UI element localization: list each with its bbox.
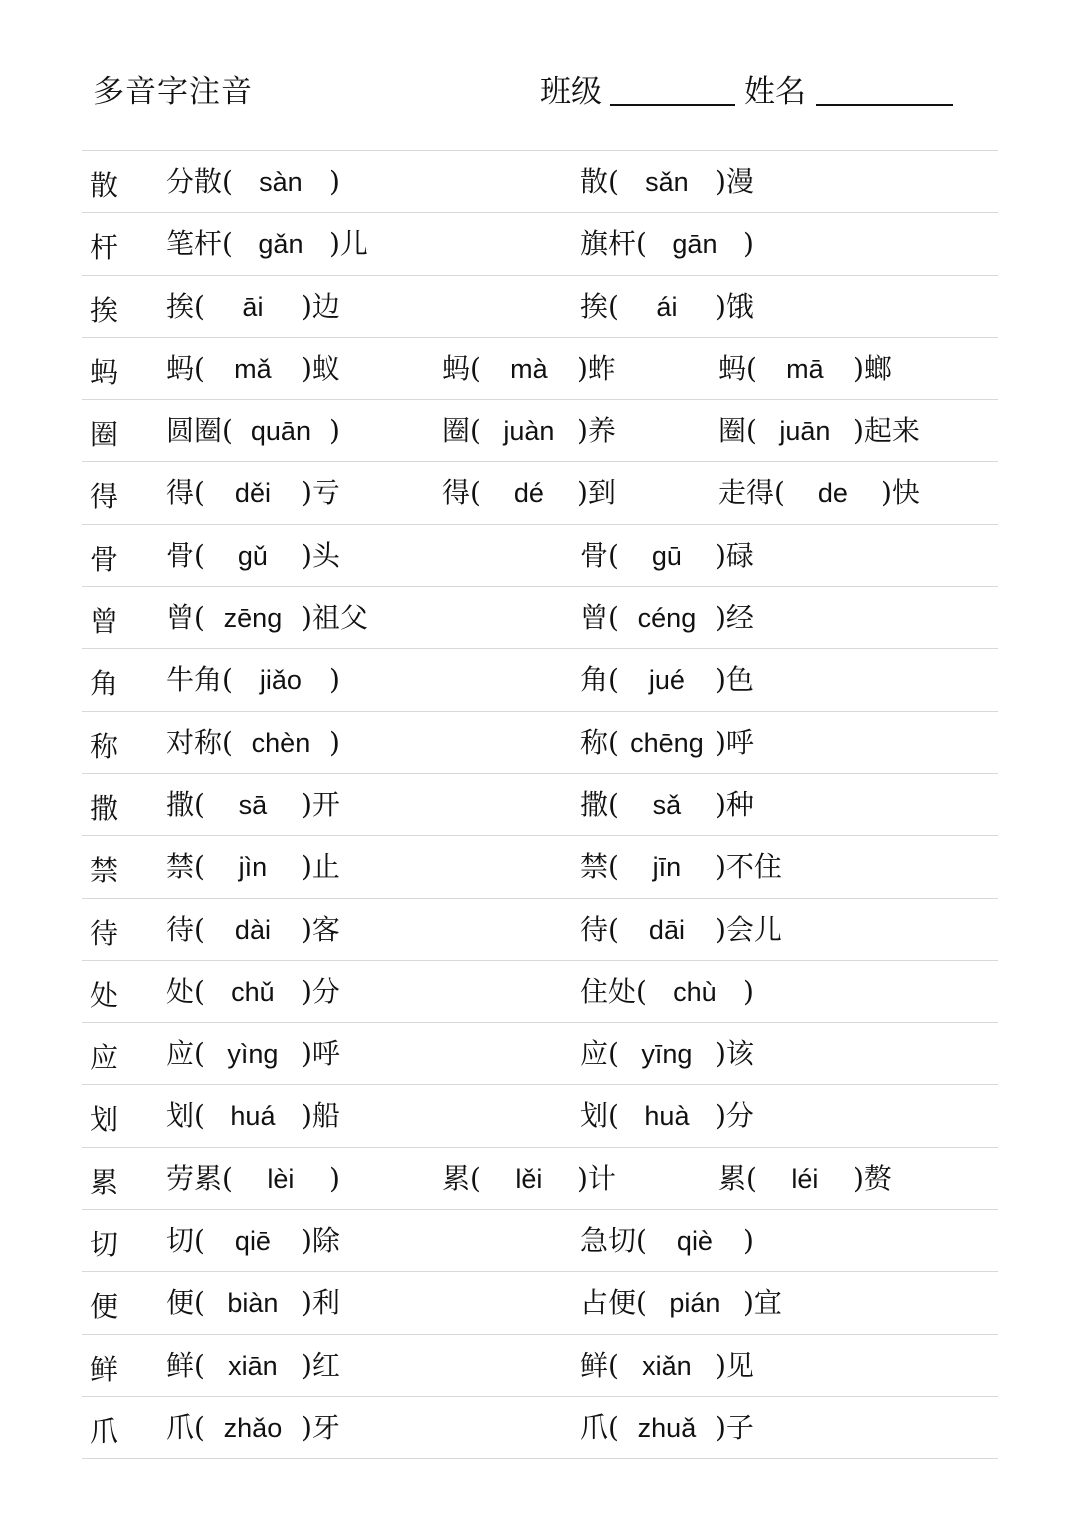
table-row bbox=[82, 1334, 998, 1396]
word-prefix: 禁( bbox=[580, 850, 619, 884]
word-entry bbox=[166, 974, 340, 1010]
pinyin-answer: mà bbox=[510, 353, 548, 384]
head-character: 切 bbox=[90, 1228, 119, 1262]
word-prefix: 圆圈( bbox=[166, 414, 233, 448]
word-entry bbox=[166, 1036, 340, 1072]
word-entry bbox=[580, 600, 754, 636]
word-entry bbox=[166, 351, 340, 387]
table-row bbox=[82, 275, 998, 337]
word-entry bbox=[580, 1098, 754, 1134]
pinyin-answer: qiē bbox=[234, 1226, 271, 1257]
table-row bbox=[82, 1147, 998, 1209]
class-label: 班级 bbox=[540, 74, 602, 110]
word-suffix: )利 bbox=[300, 1286, 340, 1320]
pinyin-answer: mā bbox=[786, 353, 824, 384]
word-entry bbox=[166, 413, 340, 449]
pinyin-answer: qiè bbox=[676, 1226, 713, 1257]
word-prefix: 挨( bbox=[166, 289, 205, 323]
table-row bbox=[82, 337, 998, 399]
word-entry bbox=[166, 725, 340, 761]
word-suffix: )头 bbox=[300, 538, 340, 572]
table-row bbox=[82, 960, 998, 1022]
word-prefix: 挨( bbox=[580, 289, 619, 323]
pinyin-answer: gǔ bbox=[237, 540, 268, 571]
word-suffix: )色 bbox=[714, 663, 754, 697]
word-prefix: 鲜( bbox=[166, 1348, 205, 1382]
head-character: 圈 bbox=[90, 418, 119, 452]
pinyin-answer: jīn bbox=[652, 852, 682, 883]
pinyin-answer: de bbox=[817, 478, 848, 509]
table-row bbox=[82, 1022, 998, 1084]
word-entry bbox=[718, 413, 920, 449]
word-prefix: 切( bbox=[166, 1224, 205, 1258]
word-prefix: 分散( bbox=[166, 165, 233, 198]
pinyin-answer: dé bbox=[513, 478, 544, 509]
pinyin-answer: juān bbox=[779, 416, 831, 447]
word-suffix: ) bbox=[328, 663, 340, 697]
pinyin-answer: sǎn bbox=[645, 167, 689, 197]
word-entry bbox=[166, 1161, 340, 1197]
table-row bbox=[82, 648, 998, 710]
word-prefix: 旗杆( bbox=[580, 227, 647, 261]
word-entry bbox=[580, 1036, 754, 1072]
pinyin-answer: gǎn bbox=[258, 229, 304, 260]
word-entry bbox=[580, 849, 782, 885]
word-suffix: )饿 bbox=[714, 289, 754, 323]
head-character: 划 bbox=[90, 1103, 119, 1137]
table-row bbox=[82, 150, 998, 212]
head-character: 角 bbox=[90, 667, 119, 701]
pinyin-answer: xiǎn bbox=[642, 1350, 692, 1381]
word-suffix: )种 bbox=[714, 787, 754, 821]
word-suffix: )红 bbox=[300, 1348, 340, 1382]
pinyin-answer: gān bbox=[672, 229, 718, 260]
pinyin-answer: yìng bbox=[227, 1039, 279, 1070]
pinyin-answer: biàn bbox=[227, 1288, 279, 1319]
word-prefix: 角( bbox=[580, 663, 619, 697]
pinyin-answer: sǎ bbox=[652, 789, 682, 820]
word-suffix: )蚁 bbox=[300, 351, 340, 385]
word-entry bbox=[166, 1098, 340, 1134]
pinyin-answer: quān bbox=[250, 416, 311, 447]
pinyin-answer: huà bbox=[644, 1101, 690, 1132]
word-suffix: )分 bbox=[300, 974, 340, 1008]
word-prefix: 爪( bbox=[580, 1410, 619, 1444]
word-entry bbox=[580, 289, 754, 325]
pinyin-answer: děi bbox=[234, 478, 271, 509]
table-row bbox=[82, 835, 998, 897]
table-row bbox=[82, 1209, 998, 1271]
polyphone-table bbox=[82, 150, 998, 1459]
pinyin-answer: gū bbox=[651, 540, 682, 571]
pinyin-answer: juàn bbox=[503, 416, 555, 447]
word-suffix: )船 bbox=[300, 1099, 340, 1133]
word-entry bbox=[166, 912, 340, 948]
word-suffix: )祖父 bbox=[300, 601, 368, 635]
pinyin-answer: jiǎo bbox=[259, 665, 302, 696]
word-suffix: ) bbox=[328, 414, 340, 448]
word-suffix: ) bbox=[742, 1224, 754, 1258]
word-entry bbox=[166, 289, 340, 325]
worksheet-title: 多音字注音 bbox=[93, 74, 253, 110]
head-character: 待 bbox=[90, 916, 119, 950]
word-entry bbox=[166, 1223, 340, 1259]
word-prefix: 对称( bbox=[166, 725, 233, 759]
word-suffix: )除 bbox=[300, 1224, 340, 1258]
word-suffix: )会儿 bbox=[714, 912, 782, 946]
table-row bbox=[82, 524, 998, 586]
word-suffix: )起来 bbox=[852, 414, 920, 448]
pinyin-answer: jìn bbox=[238, 852, 268, 883]
word-prefix: 骨( bbox=[580, 538, 619, 572]
table-row bbox=[82, 1084, 998, 1146]
word-entry bbox=[718, 475, 920, 511]
pinyin-answer: yīng bbox=[641, 1039, 693, 1070]
word-prefix: 应( bbox=[166, 1037, 205, 1071]
word-entry bbox=[580, 662, 754, 698]
table-row bbox=[82, 586, 998, 648]
word-suffix: )牙 bbox=[300, 1410, 340, 1444]
word-suffix: )边 bbox=[300, 289, 340, 323]
word-prefix: 禁( bbox=[166, 850, 205, 884]
head-character: 蚂 bbox=[90, 355, 119, 389]
word-prefix: 应( bbox=[580, 1037, 619, 1071]
word-entry bbox=[166, 600, 368, 636]
word-entry bbox=[580, 164, 754, 200]
head-character: 挨 bbox=[90, 293, 119, 327]
word-suffix: )快 bbox=[880, 476, 920, 510]
word-suffix: )蚱 bbox=[576, 351, 616, 385]
table-row bbox=[82, 1271, 998, 1333]
word-entry bbox=[718, 1161, 892, 1197]
word-suffix: )呼 bbox=[714, 725, 754, 759]
word-entry bbox=[166, 1285, 340, 1321]
word-prefix: 急切( bbox=[580, 1224, 647, 1258]
head-character: 得 bbox=[90, 480, 119, 514]
word-entry bbox=[166, 849, 340, 885]
word-prefix: 劳累( bbox=[166, 1161, 233, 1195]
word-prefix: 撒( bbox=[166, 787, 205, 821]
word-prefix: 划( bbox=[166, 1099, 205, 1133]
word-prefix: 待( bbox=[166, 912, 205, 946]
word-entry bbox=[166, 787, 340, 823]
word-entry bbox=[580, 1223, 754, 1259]
word-prefix: 走得( bbox=[718, 476, 785, 510]
word-entry bbox=[580, 974, 754, 1010]
word-prefix: 散( bbox=[580, 165, 619, 198]
table-row bbox=[82, 1396, 998, 1459]
pinyin-answer: zēng bbox=[223, 603, 283, 634]
word-suffix: ) bbox=[742, 974, 754, 1008]
pinyin-answer: ái bbox=[656, 291, 678, 322]
table-row bbox=[82, 711, 998, 773]
word-entry bbox=[166, 1348, 340, 1384]
pinyin-answer: zhuǎ bbox=[637, 1412, 697, 1443]
pinyin-answer: sàn bbox=[259, 167, 303, 197]
word-entry bbox=[718, 351, 892, 387]
word-entry bbox=[166, 226, 368, 262]
word-entry bbox=[580, 1410, 754, 1446]
pinyin-answer: dāi bbox=[648, 914, 685, 945]
class-blank-line bbox=[610, 104, 735, 106]
word-suffix: )见 bbox=[714, 1348, 754, 1382]
name-blank-line bbox=[816, 104, 953, 106]
name-label: 姓名 bbox=[744, 74, 806, 110]
word-prefix: 笔杆( bbox=[166, 227, 233, 261]
pinyin-answer: dài bbox=[234, 914, 271, 945]
word-entry bbox=[166, 538, 340, 574]
word-prefix: 鲜( bbox=[580, 1348, 619, 1382]
word-suffix: )该 bbox=[714, 1037, 754, 1071]
word-prefix: 蚂( bbox=[718, 351, 757, 385]
head-character: 鲜 bbox=[90, 1352, 119, 1386]
word-entry bbox=[442, 413, 616, 449]
pinyin-answer: chèn bbox=[251, 727, 311, 758]
pinyin-answer: lěi bbox=[515, 1163, 543, 1194]
word-entry bbox=[580, 1285, 782, 1321]
word-suffix: )客 bbox=[300, 912, 340, 946]
word-prefix: 蚂( bbox=[166, 351, 205, 385]
head-character: 撒 bbox=[90, 791, 119, 825]
word-prefix: 曾( bbox=[166, 601, 205, 635]
pinyin-answer: pián bbox=[669, 1288, 721, 1319]
word-suffix: ) bbox=[742, 227, 754, 261]
word-prefix: 爪( bbox=[166, 1410, 205, 1444]
word-suffix: )漫 bbox=[714, 165, 754, 198]
word-suffix: )计 bbox=[576, 1161, 616, 1195]
word-prefix: 划( bbox=[580, 1099, 619, 1133]
pinyin-answer: céng bbox=[637, 603, 697, 634]
pinyin-answer: āi bbox=[242, 291, 264, 322]
pinyin-answer: lèi bbox=[267, 1163, 295, 1194]
pinyin-answer: léi bbox=[791, 1163, 819, 1194]
word-prefix: 得( bbox=[442, 476, 481, 510]
pinyin-answer: chēng bbox=[630, 727, 704, 758]
word-suffix: )螂 bbox=[852, 351, 892, 385]
word-suffix: )养 bbox=[576, 414, 616, 448]
head-character: 散 bbox=[90, 169, 119, 202]
word-suffix: )开 bbox=[300, 787, 340, 821]
word-entry bbox=[442, 475, 616, 511]
table-row bbox=[82, 898, 998, 960]
word-prefix: 骨( bbox=[166, 538, 205, 572]
word-prefix: 称( bbox=[580, 725, 619, 759]
pinyin-answer: sā bbox=[238, 789, 268, 820]
table-row bbox=[82, 461, 998, 523]
pinyin-answer: chǔ bbox=[231, 976, 275, 1007]
word-suffix: ) bbox=[328, 165, 340, 198]
word-prefix: 曾( bbox=[580, 601, 619, 635]
word-suffix: )止 bbox=[300, 850, 340, 884]
word-suffix: )到 bbox=[576, 476, 616, 510]
word-suffix: )宜 bbox=[742, 1286, 782, 1320]
head-character: 应 bbox=[90, 1041, 119, 1075]
table-row bbox=[82, 212, 998, 274]
word-suffix: )经 bbox=[714, 601, 754, 635]
word-prefix: 待( bbox=[580, 912, 619, 946]
word-entry bbox=[442, 1161, 616, 1197]
word-prefix: 圈( bbox=[442, 414, 481, 448]
word-prefix: 累( bbox=[442, 1161, 481, 1195]
pinyin-answer: chù bbox=[673, 976, 717, 1007]
word-entry bbox=[580, 725, 754, 761]
head-character: 爪 bbox=[90, 1414, 119, 1448]
word-entry bbox=[166, 662, 340, 698]
pinyin-answer: xiān bbox=[228, 1350, 278, 1381]
word-prefix: 占便( bbox=[580, 1286, 647, 1320]
word-prefix: 得( bbox=[166, 476, 205, 510]
word-entry bbox=[580, 787, 754, 823]
word-suffix: ) bbox=[328, 1161, 340, 1195]
word-prefix: 牛角( bbox=[166, 663, 233, 697]
word-entry bbox=[166, 1410, 340, 1446]
table-row bbox=[82, 773, 998, 835]
word-suffix: )赘 bbox=[852, 1161, 892, 1195]
word-entry bbox=[442, 351, 616, 387]
head-character: 曾 bbox=[90, 605, 119, 639]
word-prefix: 处( bbox=[166, 974, 205, 1008]
word-suffix: )不住 bbox=[714, 850, 782, 884]
word-prefix: 撒( bbox=[580, 787, 619, 821]
word-suffix: )呼 bbox=[300, 1037, 340, 1071]
word-suffix: ) bbox=[328, 725, 340, 759]
head-character: 称 bbox=[90, 729, 119, 763]
word-suffix: )碌 bbox=[714, 538, 754, 572]
word-suffix: )亏 bbox=[300, 476, 340, 510]
word-prefix: 蚂( bbox=[442, 351, 481, 385]
word-suffix: )子 bbox=[714, 1410, 754, 1444]
head-character: 便 bbox=[90, 1290, 119, 1324]
word-suffix: )分 bbox=[714, 1099, 754, 1133]
head-character: 杆 bbox=[90, 231, 119, 265]
head-character: 累 bbox=[90, 1165, 119, 1199]
pinyin-answer: mǎ bbox=[234, 353, 272, 384]
word-entry bbox=[580, 226, 754, 262]
pinyin-answer: jué bbox=[648, 665, 685, 696]
table-row bbox=[82, 399, 998, 461]
word-prefix: 住处( bbox=[580, 974, 647, 1008]
head-character: 禁 bbox=[90, 854, 119, 888]
word-suffix: )儿 bbox=[328, 227, 368, 261]
word-entry bbox=[580, 912, 782, 948]
word-entry bbox=[580, 538, 754, 574]
word-prefix: 便( bbox=[166, 1286, 205, 1320]
word-entry bbox=[166, 164, 340, 200]
head-character: 骨 bbox=[90, 542, 119, 576]
word-prefix: 圈( bbox=[718, 414, 757, 448]
pinyin-answer: zhǎo bbox=[223, 1412, 283, 1443]
pinyin-answer: huá bbox=[230, 1101, 276, 1132]
word-entry bbox=[166, 475, 340, 511]
head-character: 处 bbox=[90, 978, 119, 1012]
word-entry bbox=[580, 1348, 754, 1384]
word-prefix: 累( bbox=[718, 1161, 757, 1195]
